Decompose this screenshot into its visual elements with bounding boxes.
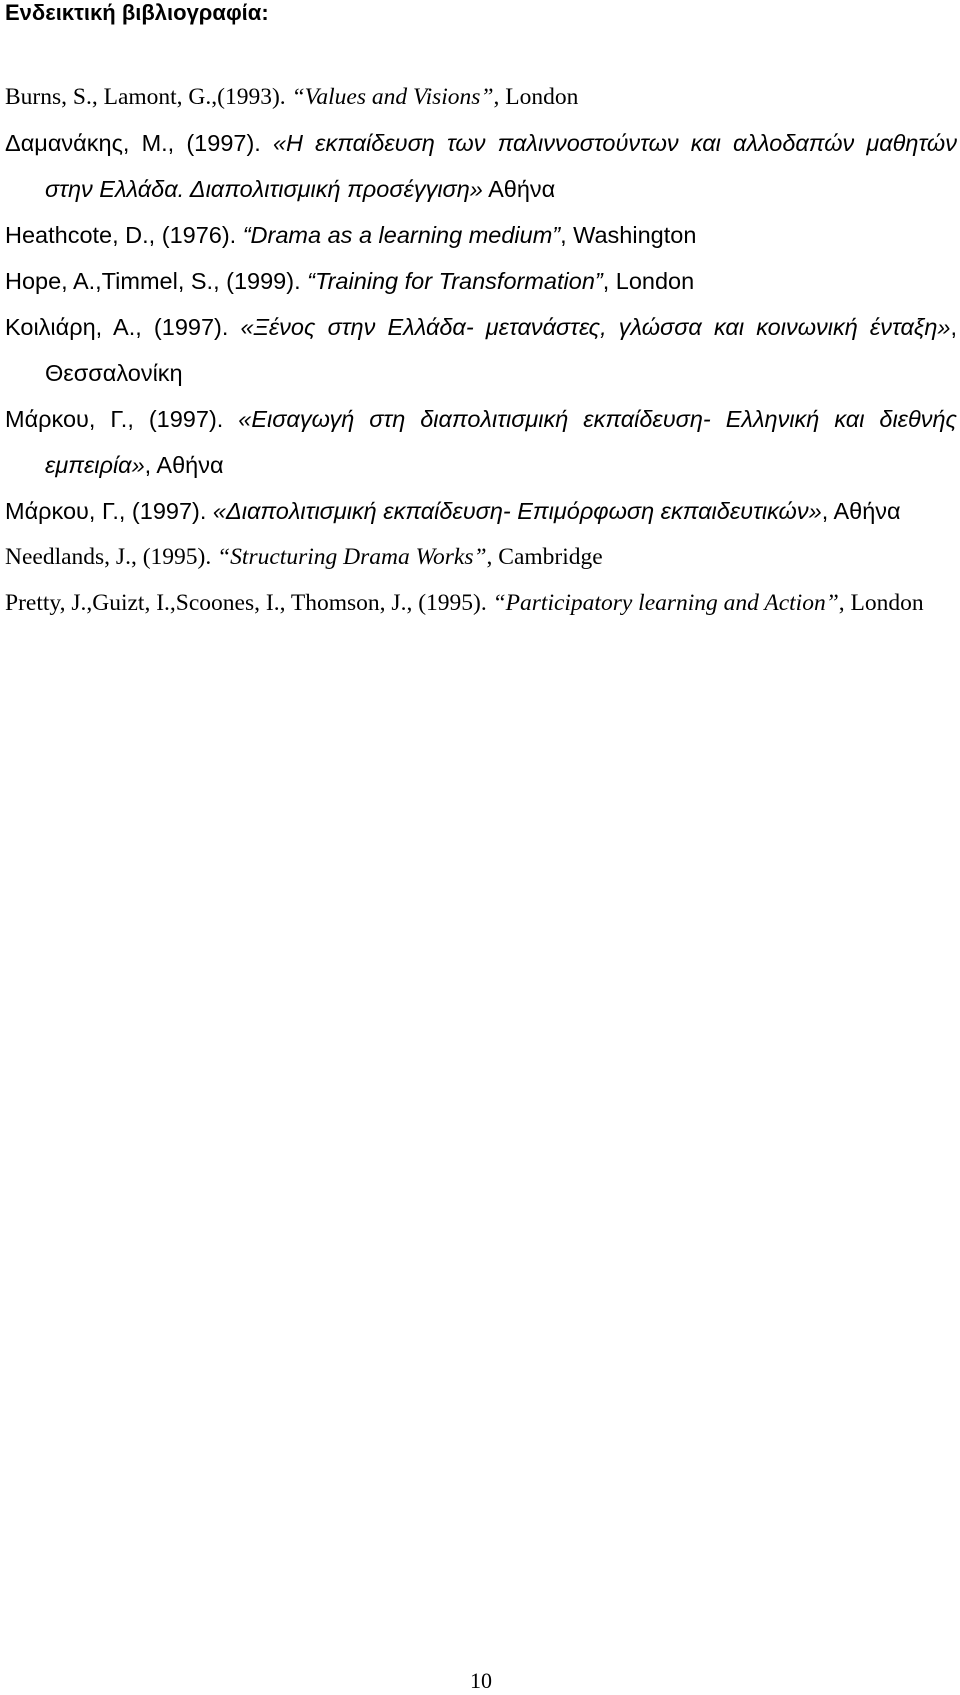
reference-authors: Needlands, J., (1995). [5,544,218,570]
reference-item [5,258,957,304]
reference-title: «Η εκπαίδευση των παλιννοστούντων και αλλοδαπών μαθητών στην Ελλάδα. Διαπολιτισμική προσέγγιση» [45,130,957,202]
reference-place: , London [493,84,579,110]
reference-title: «Εισαγωγή στη διαπολιτισμική εκπαίδευση- Ελληνική και διεθνής εμπειρία» [45,406,957,478]
reference-place: , Θεσσαλονίκη [45,314,957,386]
document-page [5,0,957,1695]
reference-title: “Values and Visions” [291,84,494,110]
reference-authors: Heathcote, D., (1976). [5,222,243,248]
reference-authors: Κοιλιάρη, Α., (1997). [5,314,241,340]
reference-authors: Μάρκου, Γ., (1997). [5,498,213,524]
reference-place: , London [838,590,924,616]
page-number: 10 [470,1668,492,1693]
reference-item [5,304,957,396]
reference-title: “Drama as a learning medium” [242,222,561,248]
reference-place: , London [602,268,695,294]
reference-place: , Cambridge [486,544,603,570]
reference-item [5,580,957,626]
reference-authors: Pretty, J.,Guizt, I.,Scoones, I., Thomson, J., (1995). [5,590,493,616]
reference-item [5,120,957,212]
reference-title: «Διαπολιτισμική εκπαίδευση- Επιμόρφωση εκπαιδευτικών» [212,498,822,524]
reference-item [5,534,957,580]
reference-title: “Training for Transformation” [307,268,603,294]
reference-item [5,74,957,120]
reference-item [5,396,957,488]
reference-place: , Αθήνα [821,498,901,524]
reference-title: “Structuring Drama Works” [217,544,487,570]
reference-authors: Burns, S., Lamont, G.,(1993). [5,84,292,110]
reference-item [5,212,957,258]
bibliography-heading: Ενδεικτική βιβλιογραφία: [5,0,269,25]
reference-item [5,488,957,534]
reference-title: «Ξένος στην Ελλάδα- μετανάστες, γλώσσα και κοινωνική ένταξη» [240,314,951,340]
reference-place: , Washington [560,222,697,248]
reference-list [5,74,957,626]
reference-authors: Μάρκου, Γ., (1997). [5,406,239,432]
reference-authors: Hope, A.,Timmel, S., (1999). [5,268,308,294]
reference-title: “Participatory learning and Action” [492,590,839,616]
reference-place: Αθήνα [482,176,556,202]
reference-authors: Δαμανάκης, Μ., (1997). [5,130,273,156]
reference-place: , Αθήνα [144,452,224,478]
